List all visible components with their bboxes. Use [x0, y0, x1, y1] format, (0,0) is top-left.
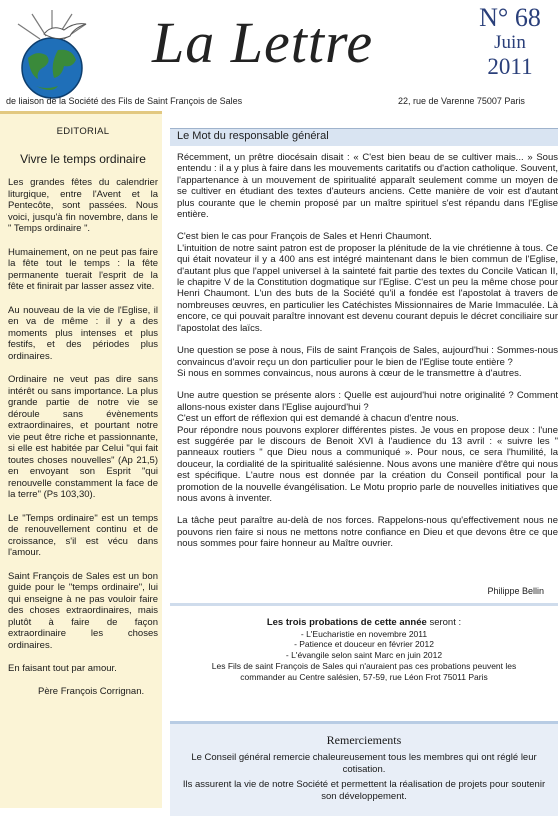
editorial-paragraph: Le "Temps ordinaire" est un temps de renouvellement continu et de croissance, s'il est vécu dans l'amour. [8, 512, 158, 558]
newsletter-title: La Lettre [152, 10, 374, 75]
probations-title-bold: Les trois probations de cette année [266, 617, 427, 628]
remerciements-title: Remerciements [326, 733, 402, 747]
editorial-paragraph: Ordinaire ne veut pas dire sans intérêt ou sans importance. La plus grande partie de notre vie se déroule sans évènements extraordinaires, et pourtant notre vie peut être riche et passionnante, si elle est habitée par Celui "qui fait toutes choses nouvelles" (Ap 21,5) en envoyant son Esprit "qui renouvelle constamment la face de la terre" (Ps 103,30). [8, 374, 158, 500]
article-paragraph: C'est bien le cas pour François de Sales et Henri Chaumont. L'intuition de notre saint patron est de proposer la plénitude de la vie chrétienne à tous. Ce qui était novateur il y a 400 ans est intégré maintenant dans le bien commun de l'Eglise, d'autant plus que l'appel universel à la sainteté fait partie des textes du Concile Vatican II, le chapitre V de la Constitution dogmatique sur l'Eglise. C'est un peu la même chose pour Henri Chaumont. L'un des buts de la Société qu'il a fondée est l'apostolat à travers de nombreuses œuvres, en particulier les Catéchistes Missionnaires de Marie Immaculée. Là encore, ce qui pouvait paraître innovant est devenu courant depuis le décret conciliaire sur l'apostolat des laïcs. [177, 231, 558, 334]
issue-block [466, 4, 554, 80]
editorial-paragraph: Saint François de Sales est un bon guide pour le "temps ordinaire", lui qui enseigne à ne pas vouloir faire des choses extraordinaires, mais plutôt à faire de façon extraordinaire les choses ordinaires. [8, 570, 158, 651]
society-address: 22, rue de Varenne 75007 Paris [398, 96, 525, 106]
article-paragraph: Une autre question se présente alors : Quelle est aujourd'hui notre originalité ? Comment allons-nous exister dans l'Eglise aujourd'hui ? C'est un effort de réflexion qui est demandé à chacun d'entre nous. Pour répondre nous pouvons explorer différentes pistes. Je vous en propose deux : l'une est suggérée par le discours de Benoit XVI à l'audience du 13 avril : « suivre les " panneaux routiers " que Dieu nous a communiqué ». Pour nous, ce sera l'humilité, la douceur, la cordialité de la spiritualité salésienne. Nous avons une manière d'être qui nous est spécifique. L'autre nous est donnée par la création du Conseil pontifical pour la promotion de la nouvelle évangélisation. Le Motu proprio parle de nouvelles initiatives que nous avons à inventer. [177, 390, 558, 504]
newsletter-subtitle: de liaison de la Société des Fils de Saint François de Sales [6, 96, 243, 106]
remerciements-paragraph: Le Conseil général remercie chaleureusement tous les membres qui ont réglé leur cotisation. [191, 752, 537, 775]
probations-title-rest: seront : [426, 617, 462, 628]
probation-item: - Patience et douceur en février 2012 [294, 639, 434, 650]
probation-item: - L'évangile selon saint Marc en juin 2012 [285, 649, 443, 660]
editorial-title: Vivre le temps ordinaire [20, 152, 146, 166]
issue-year: 2011 [487, 54, 533, 79]
article-heading: Le Mot du responsable général [177, 130, 329, 142]
editorial-paragraph: Au nouveau de la vie de l'Eglise, il en va de même : il y a des moments plus intenses et plus festifs, et des périodes plus ordinaires. [8, 304, 158, 362]
article-paragraph: Récemment, un prêtre diocésain disait : « C'est bien beau de se cultiver mais... » Sous entendu : il a y plus à faire dans les mouvements caritatifs ou d'action catholique. Souvent, l'appartenance à un mouvement de spiritualité apparaît seulement comme un moyen de se cultiver en étudiant des textes d'auteurs anciens. Cette manière de voir est d'autant plus courante que le chemin proposé par un maître spirituel s'est répandu dans l'Eglise entière. [177, 152, 558, 221]
issue-month: Juin [494, 32, 526, 53]
globe-dove-logo-icon [6, 6, 104, 101]
probations-footer: Les Fils de saint François de Sales qui n'auraient pas ces probations peuvent les commander au Centre salésien, 57-59, rue Léon Frot 75011 Paris [211, 661, 517, 682]
article-paragraph: La tâche peut paraître au-delà de nos forces. Rappelons-nous qu'effectivement nous ne pouvons rien faire si nous ne mettons notre confiance en Dieu et que devons être ce que nous sommes pour faire honneur au Maître ouvrier. [177, 515, 558, 550]
editorial-signature: Père François Corrignan. [38, 686, 145, 697]
editorial-paragraph: En faisant tout par amour. [8, 663, 117, 674]
editorial-label: EDITORIAL [56, 126, 110, 137]
probations-box [170, 603, 558, 718]
article-paragraph: Une question se pose à nous, Fils de saint François de Sales, aujourd'hui : Sommes-nous convaincus d'avoir reçu un don particulier pour le bien de l'Eglise toute entière ? Si nous en sommes convaincus, nous aurons à cœur de le transmettre à d'autres. [177, 345, 558, 379]
remerciements-box [170, 721, 558, 816]
editorial-column [0, 111, 162, 808]
article-signature: Philippe Bellin [487, 586, 544, 596]
remerciements-paragraph: Ils assurent la vie de notre Société et permettent la réalisation de projets pour soutenir son développement. [182, 779, 546, 802]
probation-item: - L'Eucharistie en novembre 2011 [300, 628, 428, 639]
article-body [177, 152, 558, 561]
article-heading-bar [170, 128, 558, 146]
editorial-paragraph: Les grandes fêtes du calendrier liturgique, entre l'Avent et la Pentecôte, sont passées. Nous voici, jusqu'à fin novembre, dans le " Temps ordinaire ". [8, 177, 158, 234]
probations-title [170, 618, 558, 629]
editorial-paragraph: Humainement, on ne peut pas faire la fête tout le temps : la fête permanente tuerait l'esprit de la fête et finirait par lasser assez vite. [8, 246, 158, 292]
issue-number: N° 68 [479, 3, 541, 32]
